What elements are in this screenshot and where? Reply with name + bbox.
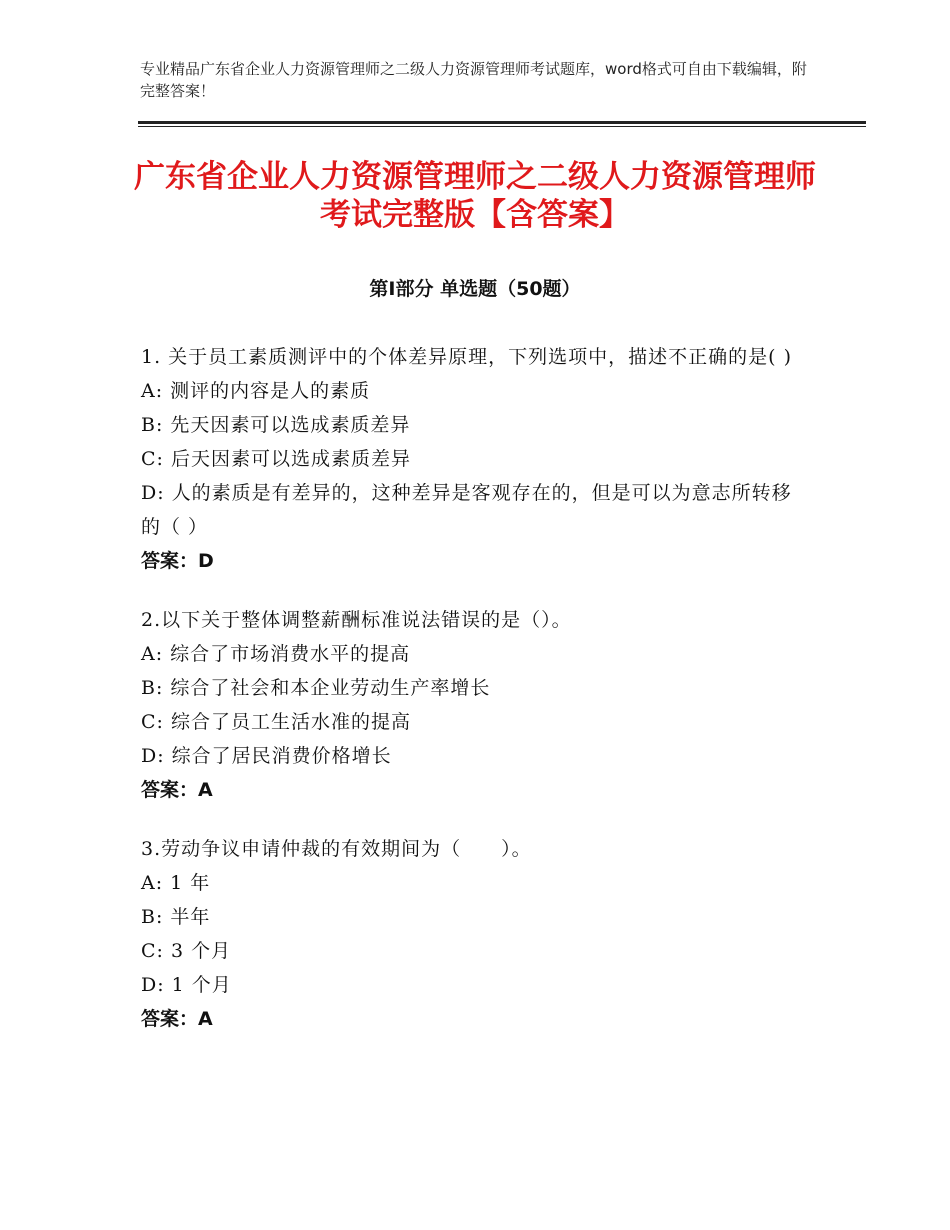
option-a: A: 1 年	[141, 872, 211, 894]
option-d: D: 1 个月	[141, 974, 232, 996]
answer: 答案：A	[141, 1008, 213, 1030]
header-rule-thin	[138, 126, 866, 127]
option-c: C: 后天因素可以选成素质差异	[141, 448, 411, 470]
option-d: D: 综合了居民消费价格增长	[141, 745, 392, 767]
question-stem: 1. 关于员工素质测评中的个体差异原理，下列选项中，描述不正确的是( )	[141, 346, 793, 368]
question-stem: 2.以下关于整体调整薪酬标准说法错误的是（）。	[141, 609, 572, 631]
header-note: 专业精品广东省企业人力资源管理师之二级人力资源管理师考试题库，word格式可自由下载编辑，附完整答案！	[140, 60, 807, 100]
header-rule-thick	[138, 121, 866, 124]
option-a: A: 综合了市场消费水平的提高	[141, 643, 411, 665]
question-2	[141, 603, 811, 807]
option-d: D: 人的素质是有差异的，这种差异是客观存在的，但是可以为意志所转移的（ ）	[141, 482, 792, 538]
question-1	[141, 340, 811, 578]
answer: 答案：D	[141, 550, 214, 572]
answer: 答案：A	[141, 779, 213, 801]
option-c: C: 3 个月	[141, 940, 232, 962]
option-b: B: 半年	[141, 906, 211, 928]
option-a: A: 测评的内容是人的素质	[141, 380, 371, 402]
question-3	[141, 832, 811, 1036]
option-b: B: 先天因素可以选成素质差异	[141, 414, 411, 436]
question-stem: 3.劳动争议申请仲裁的有效期间为（ ）。	[141, 838, 532, 860]
option-c: C: 综合了员工生活水准的提高	[141, 711, 411, 733]
section-title: 第Ⅰ部分 单选题（50题）	[369, 278, 581, 300]
option-b: B: 综合了社会和本企业劳动生产率增长	[141, 677, 491, 699]
question-list	[141, 340, 811, 1061]
document-title: 广东省企业人力资源管理师之二级人力资源管理师考试完整版【含答案】	[134, 159, 816, 233]
